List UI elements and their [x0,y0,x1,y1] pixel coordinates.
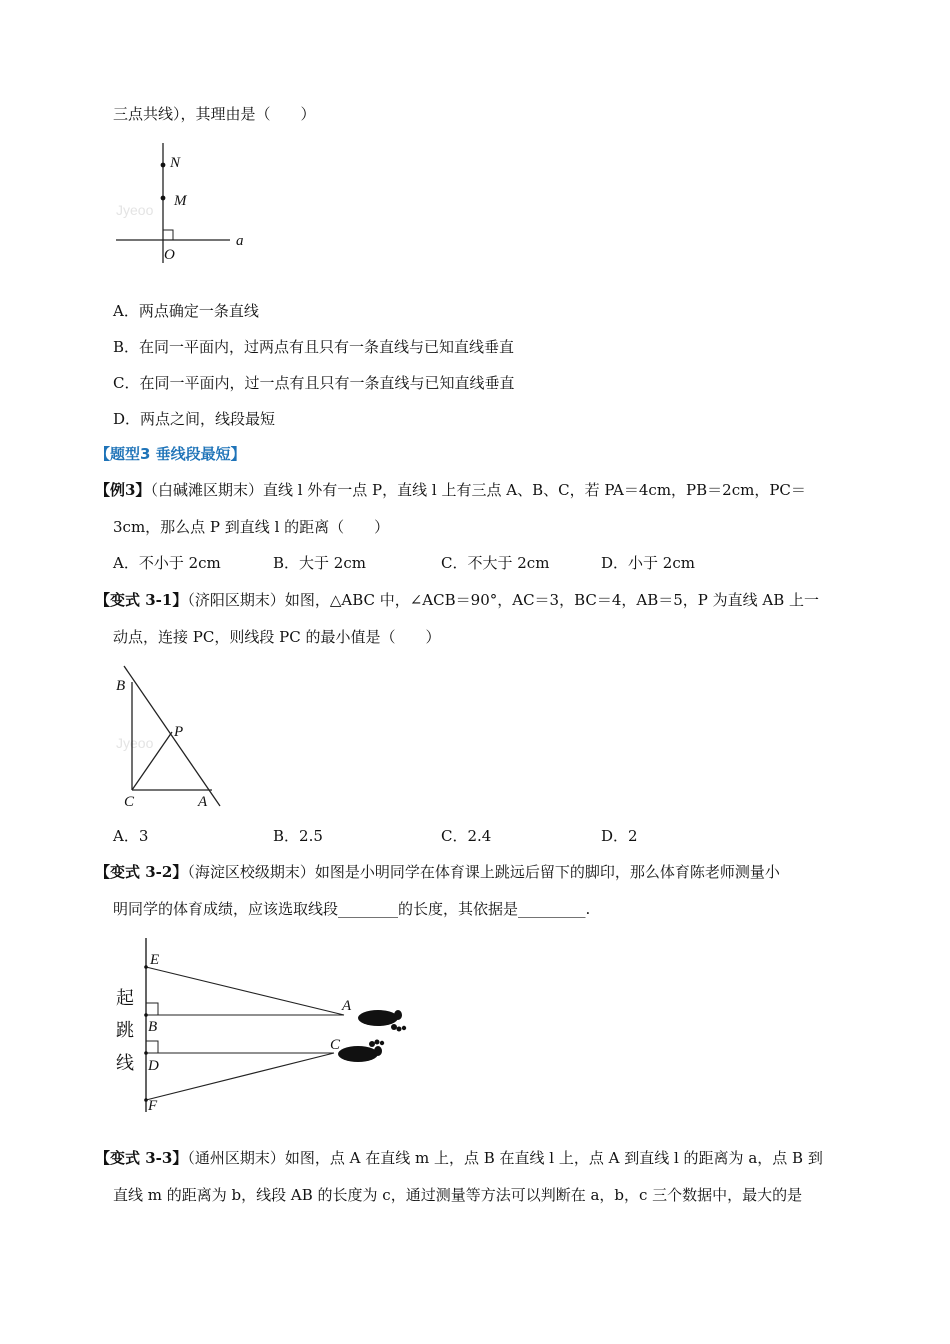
ex3-option-b: B．大于 2cm [273,554,366,572]
variant-3-1-tag: 【变式 3-1】 [95,591,188,609]
side-char-1: 起 [116,988,134,1009]
figure-right-triangle [112,662,242,812]
label-d: D [148,1058,159,1074]
example-3-options [113,552,813,574]
label-a-tri: A [198,794,208,810]
watermark: Jyeoo [116,202,154,218]
variant-3-2-text-1: （海淀区校级期末）如图是小明同学在体育课上跳远后留下的脚印，那么体育陈老师测量小 [187,863,780,881]
variant-3-1-line-1 [95,589,819,611]
question-text-continuation: 三点共线），其理由是（ ） [113,105,316,123]
option-b: B．在同一平面内，过两点有且只有一条直线与已知直线垂直 [113,338,515,356]
v31-option-c: C．2.4 [441,827,492,845]
label-m: M [174,193,187,209]
variant-3-3-line-1 [95,1147,823,1169]
side-char-2: 跳 [116,1020,134,1041]
label-n: N [170,155,181,171]
variant-3-2-tag: 【变式 3-2】 [95,863,188,881]
ex3-option-d: D．小于 2cm [601,554,695,572]
variant-3-3-tag: 【变式 3-3】 [95,1149,188,1167]
variant-3-2-line-1 [95,861,780,883]
label-c: C [124,794,135,810]
variant-3-3-line-2: 直线 m 的距离为 b，线段 AB 的长度为 c，通过测量等方法可以判断在 a，b，c 三个数据中，最大的是 [113,1186,803,1204]
ex3-option-a: A．不小于 2cm [113,554,221,572]
figure-perpendicular-lines [112,135,272,275]
variant-3-3-text-1: （通州区期末）如图，点 A 在直线 m 上，点 B 在直线 l 上，点 A 到直线 l 的距离为 a，点 B 到 [187,1149,823,1167]
option-a: A．两点确定一条直线 [113,302,259,320]
v31-option-b: B．2.5 [273,827,323,845]
example-3-text-1: （白碱滩区期末）直线 l 外有一点 P，直线 l 上有三点 A、B、C，若 PA＝4cm，PB＝2cm，PC＝ [150,481,806,499]
label-a: a [236,233,244,249]
footprint-icon [338,1040,384,1063]
section-heading: 【题型3 垂线段最短】 [95,445,246,463]
ex3-option-c: C．不大于 2cm [441,554,550,572]
footprint-icon [358,1010,406,1032]
point-m [161,196,166,201]
example-3-tag: 【例3】 [95,481,151,499]
label-b-jump: B [148,1019,158,1035]
label-a-jump: A [342,998,352,1014]
example-3-line-2: 3cm，那么点 P 到直线 l 的距离（ ） [113,518,390,536]
variant-3-1-options [113,825,813,847]
variant-3-1-text-1: （济阳区期末）如图，△ABC 中，∠ACB＝90°，AC＝3，BC＝4，AB＝5，P 为直线 AB 上一 [187,591,820,609]
figure-long-jump [110,934,420,1114]
option-c: C．在同一平面内，过一点有且只有一条直线与已知直线垂直 [113,374,515,392]
variant-3-2-line-2: 明同学的体育成绩，应该选取线段________的长度，其依据是_________. [113,900,591,918]
option-d: D．两点之间，线段最短 [113,410,276,428]
side-char-3: 线 [116,1053,134,1074]
example-3-line-1 [95,479,806,501]
label-o: O [164,247,175,263]
label-c-jump: C [330,1037,341,1053]
v31-option-d: D．2 [601,827,638,845]
variant-3-1-line-2: 动点，连接 PC，则线段 PC 的最小值是（ ） [113,628,441,646]
label-b: B [116,678,126,694]
point-n [161,163,166,168]
label-p: P [174,724,184,740]
label-f: F [148,1098,158,1114]
label-e: E [150,952,160,968]
v31-option-a: A．3 [113,827,149,845]
watermark-2: Jyeoo [116,735,154,751]
